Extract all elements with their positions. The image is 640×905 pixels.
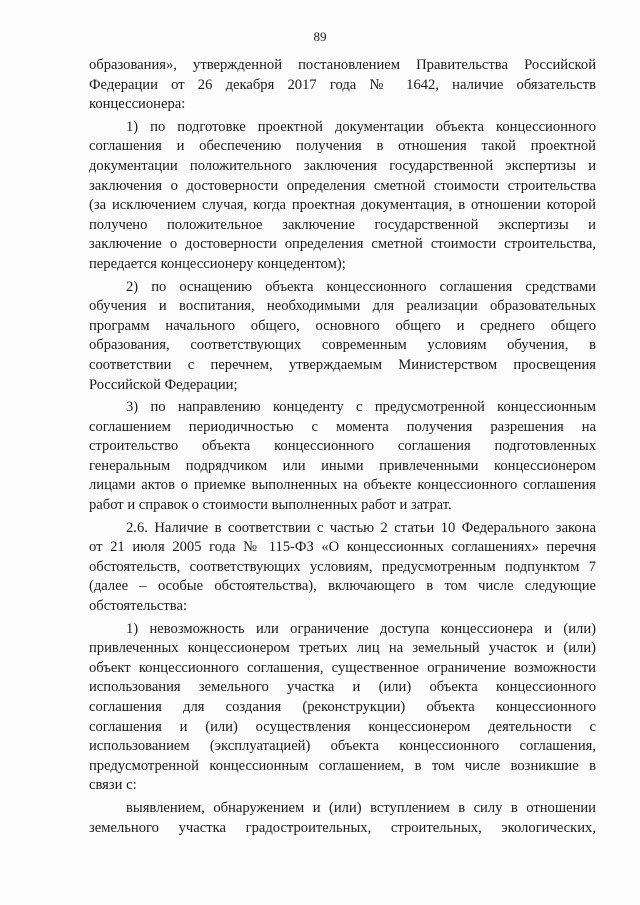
paragraph (89, 620, 596, 796)
text-line: программ начального общего, основного общего и среднего общего (89, 317, 596, 334)
text-line: выявлением, обнаружением и (или) вступлением в силу в отношении (126, 799, 596, 816)
text-line: соглашением периодичностью с момента получения разрешения на (89, 418, 596, 435)
text-line: Российской Федерации; (89, 376, 238, 393)
paragraph (89, 118, 596, 275)
text-line: (за исключением случая, когда проектная документация, в отношении которой (89, 197, 596, 214)
paragraph (89, 398, 596, 516)
text-line: лицами актов о приемке выполненных на объекте концессионного соглашения (89, 477, 596, 494)
text-line: концессионера: (89, 96, 186, 113)
text-line: 2.6. Наличие в соответствии с частью 2 статьи 10 Федерального закона (126, 519, 596, 536)
text-line: 1) невозможность или ограничение доступа концессионера и (или) (126, 620, 596, 637)
text-line: образования, соответствующих современным условиям обучения, в (89, 337, 596, 354)
text-line: использования земельного участка и (или) объекта концессионного (89, 679, 596, 696)
document-body (89, 56, 596, 838)
paragraph (89, 799, 596, 838)
paragraph (89, 519, 596, 617)
paragraph (89, 56, 596, 115)
text-line: соответствии с перечнем, утверждаемым Министерством просвещения (89, 356, 596, 373)
text-line: 1) по подготовке проектной документации объекта концессионного (126, 118, 596, 135)
text-line: обучения и воспитания, необходимыми для реализации образовательных (89, 298, 596, 315)
page-number: 89 (313, 29, 327, 44)
text-line: заключение о достоверности определения сметной стоимости строительства, (89, 236, 596, 253)
text-line: 3) по направлению концеденту с предусмотренной концессионным (126, 399, 596, 416)
text-line: образования», утвержденной постановлением Правительства Российской (89, 57, 596, 73)
text-line: обстоятельства: (89, 598, 187, 615)
text-line: генеральным подрядчиком или иными привлеченными концессионером (89, 457, 596, 474)
text-line: соглашения для создания (реконструкции) объекта концессионного (89, 699, 596, 715)
text-line: объект концессионного соглашения, существенное ограничение возможности (89, 659, 596, 676)
text-line: строительство объекта концессионного соглашения подготовленных (89, 438, 596, 455)
text-line: 2) по оснащению объекта концессионного соглашения средствами (126, 278, 596, 295)
paragraph (89, 278, 596, 396)
text-line: соглашения и обеспечению получения в отношения такой проектной (89, 138, 596, 155)
text-line: соглашения и (или) осуществления концессионером деятельности с (89, 718, 596, 735)
text-line: Федерации от 26 декабря 2017 года № 1642, наличие обязательств (89, 76, 596, 93)
text-line: земельного участка градостроительных, строительных, экологических, (89, 819, 596, 836)
text-line: заключения о достоверности определения сметной стоимости строительства (89, 177, 596, 194)
text-line: работ и справок о стоимости выполненных работ и затрат. (89, 497, 452, 514)
text-line: документации положительного заключения государственной экспертизы и (89, 157, 596, 174)
text-line: предусмотренной концессионным соглашением, в том числе возникшие в (89, 757, 596, 774)
text-line: (далее – особые обстоятельства), включающего в том числе следующие (89, 578, 596, 595)
text-line: передается концессионеру концедентом); (89, 255, 346, 272)
text-line: обстоятельств, соответствующих условиям, предусмотренным подпунктом 7 (89, 558, 596, 575)
text-line: от 21 июля 2005 года № 115-ФЗ «О концессионных соглашениях» перечня (89, 539, 596, 556)
text-line: привлеченных концессионером третьих лиц на земельный участок и (или) (89, 640, 596, 657)
text-line: использованием (эксплуатацией) объекта концессионного соглашения, (89, 738, 596, 755)
text-line: связи с: (89, 777, 137, 794)
text-line: получено положительное заключение государственной экспертизы и (89, 216, 596, 233)
